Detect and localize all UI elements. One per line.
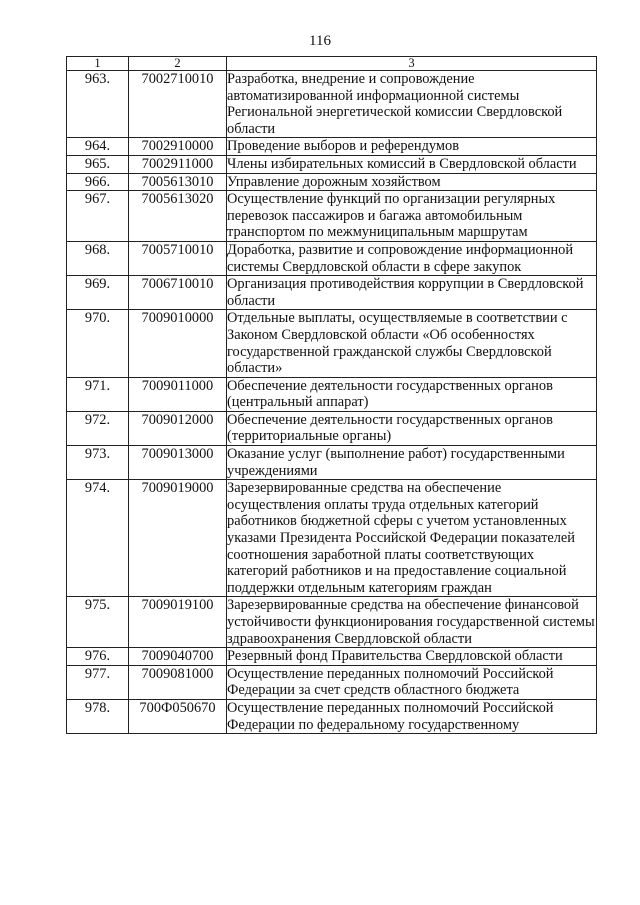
row-name: Зарезервированные средства на обеспечение осуществления оплаты труда отдельных категорий работников бюджетной сферы с учетом установленных указами Президента Российской Федерации показателей соотношения заработной платы соответствующих категорий работников и на предоставление социальной поддержки отдельным категориям граждан: [227, 480, 597, 597]
row-code: 7009011000: [129, 377, 227, 411]
row-name: Управление дорожным хозяйством: [227, 173, 597, 191]
row-name: Обеспечение деятельности государственных органов (территориальные органы): [227, 411, 597, 445]
table-row: [67, 446, 597, 480]
table-row: [67, 276, 597, 310]
row-code: 7005613010: [129, 173, 227, 191]
table-row: [67, 699, 597, 733]
row-name: Резервный фонд Правительства Свердловской области: [227, 648, 597, 666]
table-row: [67, 191, 597, 242]
row-code: 7009019100: [129, 597, 227, 648]
row-code: 7006710010: [129, 276, 227, 310]
row-code: 7009013000: [129, 446, 227, 480]
row-code: 7009019000: [129, 480, 227, 597]
row-name: Организация противодействия коррупции в Свердловской области: [227, 276, 597, 310]
table-row: [67, 377, 597, 411]
table-row: [67, 71, 597, 138]
row-name: Обеспечение деятельности государственных органов (центральный аппарат): [227, 377, 597, 411]
row-code: 700Ф050670: [129, 699, 227, 733]
row-code: 7009040700: [129, 648, 227, 666]
row-number: 964.: [67, 138, 129, 156]
table-row: [67, 310, 597, 377]
row-name: Проведение выборов и референдумов: [227, 138, 597, 156]
row-name: Разработка, внедрение и сопровождение автоматизированной информационной системы Региональной энергетической комиссии Свердловской области: [227, 71, 597, 138]
row-name: Осуществление переданных полномочий Российской Федерации за счет средств областного бюджета: [227, 665, 597, 699]
table-row: [67, 411, 597, 445]
table-row: [67, 241, 597, 275]
row-code: 7005613020: [129, 191, 227, 242]
row-number: 971.: [67, 377, 129, 411]
row-code: 7005710010: [129, 241, 227, 275]
row-code: 7009012000: [129, 411, 227, 445]
row-number: 965.: [67, 155, 129, 173]
row-name: Зарезервированные средства на обеспечение финансовой устойчивости функционирования государственной системы здравоохранения Свердловской области: [227, 597, 595, 647]
row-number: 972.: [67, 411, 129, 445]
column-header-number: 1: [67, 57, 129, 71]
table-row: [67, 597, 597, 648]
row-number: 977.: [67, 665, 129, 699]
row-number: 975.: [67, 597, 129, 648]
row-number: 976.: [67, 648, 129, 666]
row-name: Отдельные выплаты, осуществляемые в соответствии с Законом Свердловской области «Об особенностях государственной гражданской службы Свердловской области»: [227, 310, 597, 377]
table-row: [67, 155, 597, 173]
row-name: Осуществление функций по организации регулярных перевозок пассажиров и багажа автомобильным транспортом по межмуниципальным маршрутам: [227, 191, 597, 242]
row-number: 967.: [67, 191, 129, 242]
row-name: Оказание услуг (выполнение работ) государственными учреждениями: [227, 446, 597, 480]
column-header-code: 2: [129, 57, 227, 71]
page-number: 116: [309, 33, 331, 49]
table-row: [67, 480, 597, 597]
row-name: Осуществление переданных полномочий Российской Федерации по федеральному государственному: [227, 699, 597, 733]
row-number: 966.: [67, 173, 129, 191]
table-row: [67, 648, 597, 666]
table-row: [67, 173, 597, 191]
column-header-name: 3: [227, 57, 597, 71]
row-number: 974.: [67, 480, 129, 597]
row-code: 7002910000: [129, 138, 227, 156]
table-header-row: [67, 57, 597, 71]
table-row: [67, 665, 597, 699]
row-number: 968.: [67, 241, 129, 275]
budget-classification-table: [66, 56, 597, 734]
row-code: 7002911000: [129, 155, 227, 173]
row-number: 963.: [67, 71, 129, 138]
table-row: [67, 138, 597, 156]
row-name: Члены избирательных комиссий в Свердловской области: [227, 155, 597, 173]
row-number: 973.: [67, 446, 129, 480]
row-number: 970.: [67, 310, 129, 377]
row-number: 969.: [67, 276, 129, 310]
row-code: 7009081000: [129, 665, 227, 699]
row-code: 7002710010: [129, 71, 227, 138]
row-name: Доработка, развитие и сопровождение информационной системы Свердловской области в сфере закупок: [227, 241, 597, 275]
row-code: 7009010000: [129, 310, 227, 377]
row-number: 978.: [67, 699, 129, 733]
